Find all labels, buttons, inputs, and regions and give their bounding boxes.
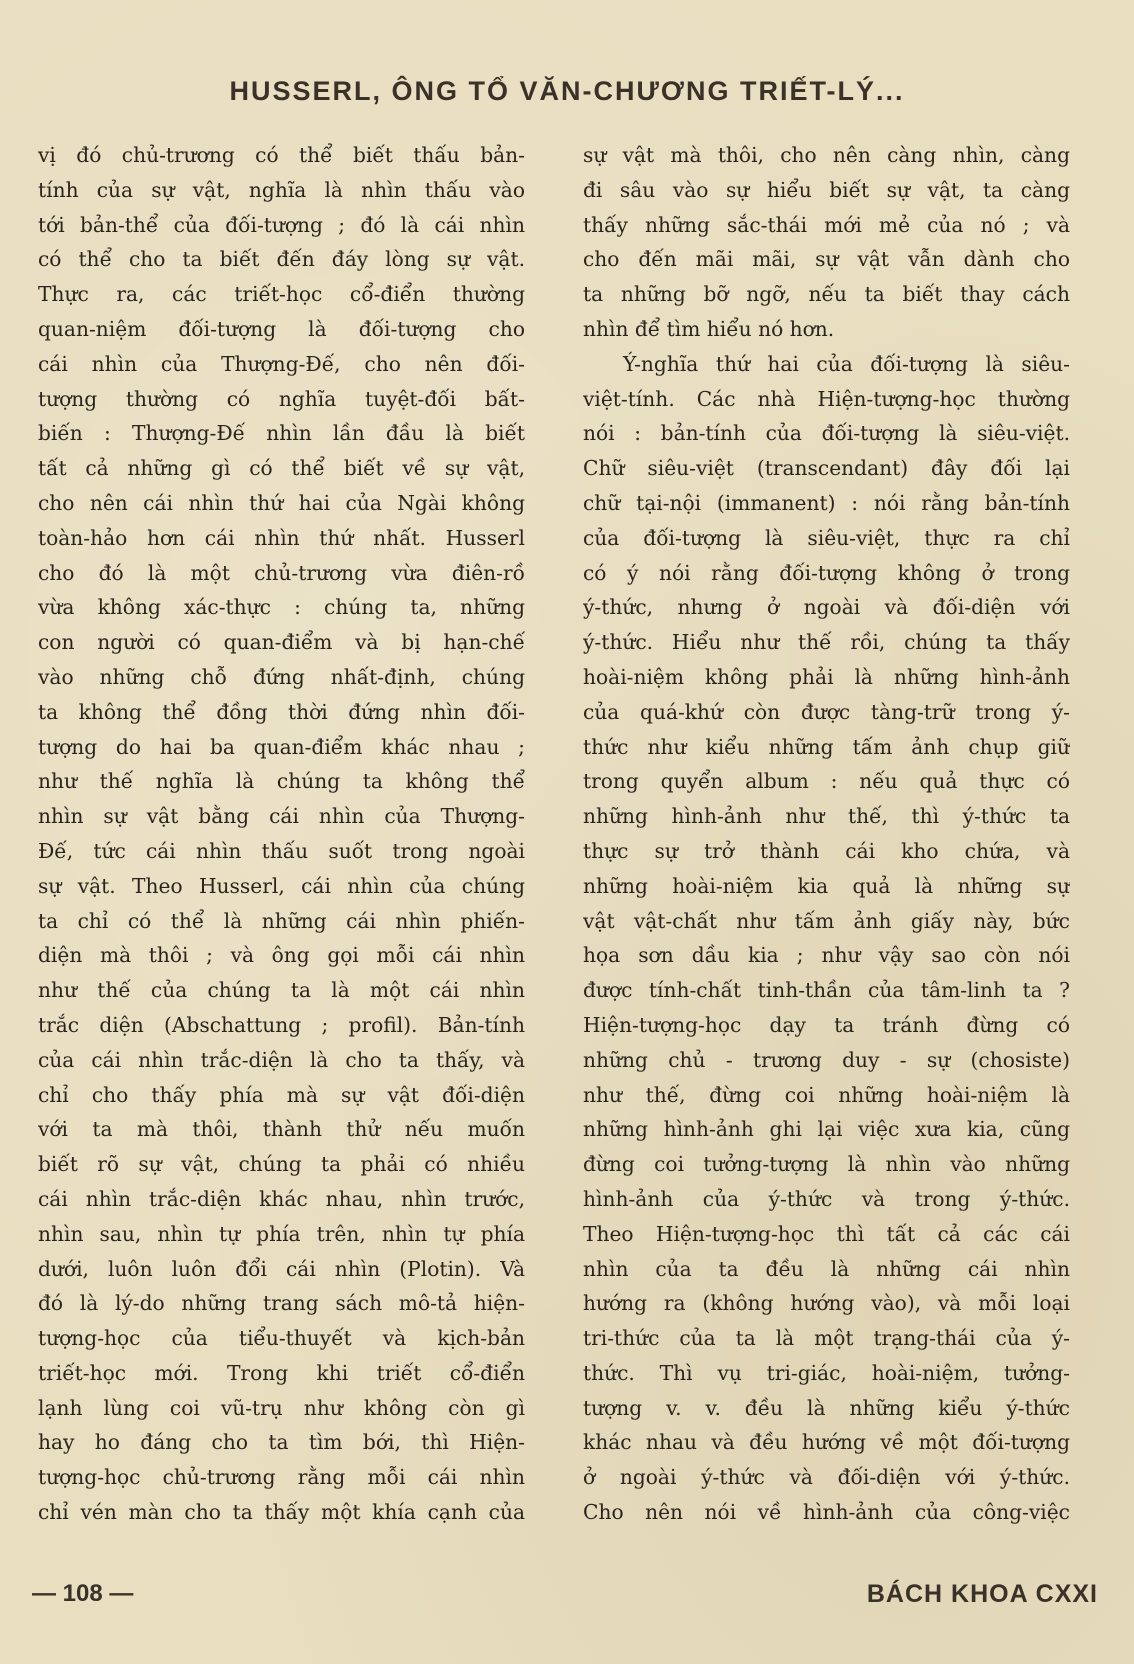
text-line: có thể cho ta biết đến đáy lòng sự vật. [38,247,525,272]
text-line: tất cả những gì có thể biết về sự vật, [38,456,525,481]
text-line: cho đến mãi mãi, sự vật vẫn dành cho [583,247,1070,272]
text-line: những hoài-niệm kia quả là những sự [583,873,1070,898]
running-header: HUSSERL, ÔNG TỔ VĂN-CHƯƠNG TRIẾT-LÝ... [229,76,905,106]
text-line: diện mà thôi ; và ông gọi mỗi cái nhìn [38,943,525,968]
right-column [583,138,1070,1558]
text-line: Theo Hiện-tượng-học thì tất cả các cái [583,1221,1070,1246]
text-line: chỉ vén màn cho ta thấy một khía cạnh của [38,1500,525,1525]
text-line: Chữ siêu-việt (transcendant) đây đối lại [583,456,1070,481]
text-line: Cho nên nói về hình-ảnh của công-việc [583,1500,1070,1525]
text-line: ta những bỡ ngỡ, nếu ta biết thay cách [583,282,1070,307]
text-line: thực sự trở thành cái kho chứa, và [583,838,1070,863]
text-line: cho nên cái nhìn thứ hai của Ngài không [38,490,525,515]
text-line: cái nhìn của Thượng-Đế, cho nên đối- [38,351,525,376]
text-line: dưới, luôn luôn đổi cái nhìn (Plotin). Và [38,1256,525,1281]
text-line: hoài-niệm không phải là những hình-ảnh [583,664,1070,689]
text-line: cái nhìn trắc-diện khác nhau, nhìn trước, [38,1186,525,1211]
text-line: đi sâu vào sự hiểu biết sự vật, ta càng [583,177,1070,202]
text-line: như thế nghĩa là chúng ta không thể [38,769,525,794]
text-line: việt-tính. Các nhà Hiện-tượng-học thường [583,386,1070,411]
text-line: tượng thường có nghĩa tuyệt-đối bất- [38,386,525,411]
text-line: những hình-ảnh như thế, thì ý-thức ta [583,804,1070,829]
text-line: hay ho đáng cho ta tìm bới, thì Hiện- [38,1430,525,1455]
text-line: biến : Thượng-Đế nhìn lần đầu là biết [38,421,525,446]
text-line: trong quyển album : nếu quả thực có [583,769,1070,794]
text-line: được tính-chất tinh-thần của tâm-linh ta ? [583,978,1070,1003]
text-line: đừng coi tưởng-tượng là nhìn vào những [583,1152,1070,1177]
text-line: Thực ra, các triết-học cổ-điển thường [38,282,525,307]
text-line: họa sơn dầu kia ; như vậy sao còn nói [583,943,1070,968]
text-line: đó là lý-do những trang sách mô-tả hiện- [38,1291,525,1316]
text-line: nhìn sau, nhìn tự phía trên, nhìn tự phía [38,1221,525,1246]
text-line: nhìn sự vật bằng cái nhìn của Thượng- [38,804,525,829]
text-line: Ý-nghĩa thứ hai của đối-tượng là siêu- [623,351,1070,376]
text-line: khác nhau và đều hướng về một đối-tượng [583,1430,1070,1455]
text-line: thấy những sắc-thái mới mẻ của nó ; và [583,212,1070,237]
text-line: cho đó là một chủ-trương vừa điên-rồ [38,560,525,585]
text-line: của quá-khứ còn được tàng-trữ trong ý- [583,699,1070,724]
text-line: tượng v. v. đều là những kiểu ý-thức [583,1395,1070,1420]
text-line: vào những chỗ đứng nhất-định, chúng [38,664,525,689]
text-line: ở ngoài ý-thức và đối-diện với ý-thức. [583,1465,1070,1490]
text-line: con người có quan-điểm và bị hạn-chế [38,630,525,655]
text-line: tượng-học của tiểu-thuyết và kịch-bản [38,1326,525,1351]
text-line: ta chỉ có thể là những cái nhìn phiến- [38,908,525,933]
text-line: tượng do hai ba quan-điểm khác nhau ; [38,734,525,759]
text-line: với ta mà thôi, thành thử nếu muốn [38,1117,525,1142]
text-line: trắc diện (Abschattung ; profil). Bản-tính [38,1012,525,1037]
text-line: những chủ - trương duy - sự (chosiste) [583,1047,1070,1072]
text-line: hình-ảnh của ý-thức và trong ý-thức. [583,1186,1070,1211]
text-line: tượng-học chủ-trương rằng mỗi cái nhìn [38,1465,525,1490]
text-line: như thế của chúng ta là một cái nhìn [38,978,525,1003]
text-line: triết-học mới. Trong khi triết cổ-điển [38,1360,525,1385]
text-line: vật vật-chất như tấm ảnh giấy này, bức [583,908,1070,933]
text-line: nhìn để tìm hiểu nó hơn. [583,316,835,341]
text-line: hướng ra (không hướng vào), và mỗi loại [583,1291,1070,1316]
text-line: toàn-hảo hơn cái nhìn thứ nhất. Husserl [38,525,525,550]
text-line: ta không thể đồng thời đứng nhìn đối- [38,699,525,724]
text-line: của đối-tượng là siêu-việt, thực ra chỉ [583,525,1070,550]
text-line: như thế, đừng coi những hoài-niệm là [583,1082,1070,1107]
text-line: lạnh lùng coi vũ-trụ như không còn gì [38,1395,525,1420]
text-line: Hiện-tượng-học dạy ta tránh đừng có [583,1012,1070,1037]
text-line: ý-thức. Hiểu như thế rồi, chúng ta thấy [583,630,1070,655]
text-line: vừa không xác-thực : chúng ta, những [38,595,525,620]
text-line: sự vật. Theo Husserl, cái nhìn của chúng [38,873,525,898]
text-line: ý-thức, nhưng ở ngoài và đối-diện với [583,595,1070,620]
text-line: vị đó chủ-trương có thể biết thấu bản- [38,143,525,167]
text-line: có ý nói rằng đối-tượng không ở trong [583,560,1070,585]
text-line: thức như kiểu những tấm ảnh chụp giữ [583,734,1070,759]
text-line: tri-thức của ta là một trạng-thái của ý- [583,1326,1070,1351]
text-line: sự vật mà thôi, cho nên càng nhìn, càng [583,143,1070,167]
text-line: biết rõ sự vật, chúng ta phải có nhiều [38,1152,525,1177]
text-line: tính của sự vật, nghĩa là nhìn thấu vào [38,177,525,202]
text-line: chỉ cho thấy phía mà sự vật đối-diện [38,1082,525,1107]
page-number: — 108 — [32,1580,134,1607]
text-line: tới bản-thể của đối-tượng ; đó là cái nhìn [38,212,525,237]
text-line: chữ tại-nội (immanent) : nói rằng bản-tính [583,490,1070,515]
left-column [38,138,525,1558]
text-line: nói : bản-tính của đối-tượng là siêu-việt. [583,421,1070,446]
journal-name: BÁCH KHOA CXXI [866,1580,1098,1608]
text-line: của cái nhìn trắc-diện là cho ta thấy, và [38,1047,525,1072]
text-line: Đế, tức cái nhìn thấu suốt trong ngoài [38,838,525,863]
text-line: những hình-ảnh ghi lại việc xưa kia, cũng [583,1117,1070,1142]
text-line: thức. Thì vụ tri-giác, hoài-niệm, tưởng- [583,1360,1070,1385]
text-line: nhìn của ta đều là những cái nhìn [583,1256,1070,1281]
text-line: quan-niệm đối-tượng là đối-tượng cho [38,316,525,341]
